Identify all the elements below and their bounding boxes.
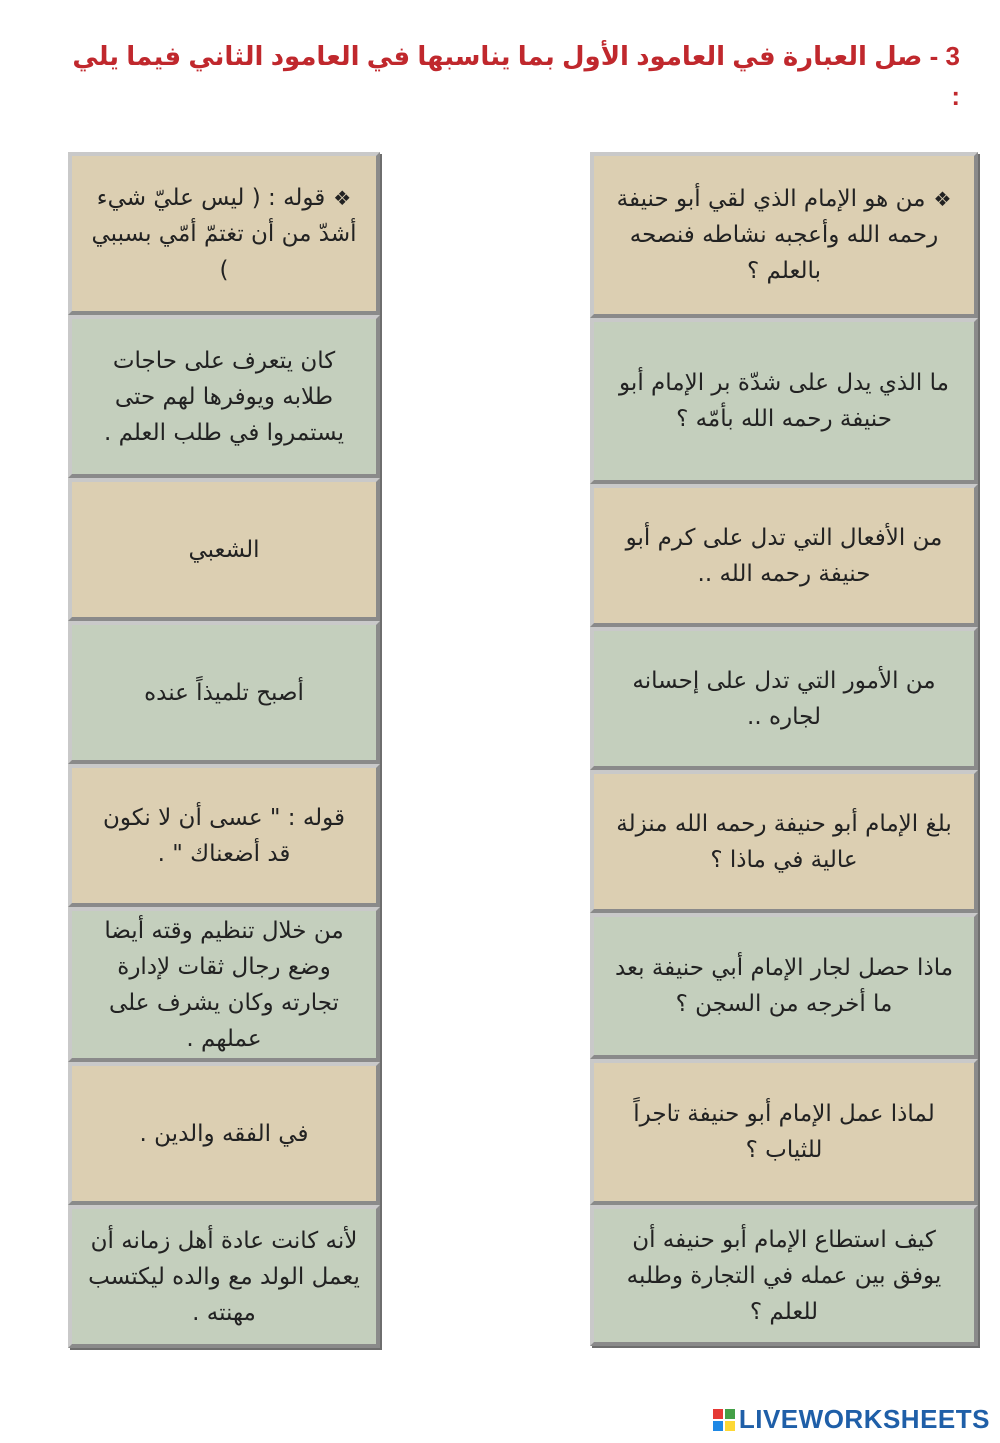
answer-text: من خلال تنظيم وقته أيضا وضع رجال ثقات لإدارة تجارته وكان يشرف على عملهم . [104,917,344,1052]
question-text: بلغ الإمام أبو حنيفة رحمه الله منزلة عالية في ماذا ؟ [616,810,952,873]
question-text: من الأمور التي تدل على إحسانه لجاره .. [632,667,936,730]
question-card[interactable] [590,152,978,318]
answer-card[interactable] [68,1205,380,1348]
answer-card[interactable] [68,764,380,907]
question-card[interactable] [590,484,978,627]
answer-text: قوله : ( ليس عليّ شيء أشدّ من أن تغتمّ أمّي بسببي ) [91,184,357,283]
answer-text: الشعبي [188,536,260,563]
question-text: ماذا حصل لجار الإمام أبي حنيفة بعد ما أخرجه من السجن ؟ [614,955,954,1017]
diamond-bullet-icon: ❖ [333,185,352,210]
question-text: من الأفعال التي تدل على كرم أبو حنيفة رحمه الله .. [625,524,943,587]
answer-text: أصبح تلميذاً عنده [144,679,304,706]
footer-brand [713,1404,990,1435]
answer-card[interactable] [68,621,380,764]
brand-name: LIVEWORKSHEETS [738,1404,990,1434]
question-card[interactable] [590,770,978,913]
diamond-bullet-icon: ❖ [933,187,952,211]
question-card[interactable] [590,318,978,484]
question-card[interactable] [590,913,978,1059]
column-answers [68,152,380,1348]
question-text: من هو الإمام الذي لقي أبو حنيفة رحمه الله وأعجبه نشاطه فنصحه بالعلم ؟ [616,186,939,284]
question-card[interactable] [590,1205,978,1346]
worksheet-title: 3 - صل العبارة في العامود الأول بما يناسبها في العامود الثاني فيما يلي : [72,41,960,111]
answer-card[interactable] [68,1062,380,1205]
liveworksheets-logo-icon [713,1409,735,1431]
answer-card[interactable] [68,478,380,621]
column-questions [590,152,978,1346]
answer-card[interactable] [68,152,380,315]
answer-text: لأنه كانت عادة أهل زمانه أن يعمل الولد مع والده ليكتسب مهنته . [88,1227,360,1326]
question-card[interactable] [590,627,978,770]
question-text: ما الذي يدل على شدّة بر الإمام أبو حنيفة رحمه الله بأمّه ؟ [619,370,949,432]
question-text: لماذا عمل الإمام أبو حنيفة تاجراً للثياب ؟ [633,1101,935,1163]
answer-text: قوله : " عسى أن لا نكون قد أضعناك " . [102,804,346,867]
question-text: كيف استطاع الإمام أبو حنيفه أن يوفق بين عمله في التجارة وطلبه للعلم ؟ [626,1226,942,1325]
answer-text: في الفقه والدين . [139,1120,309,1147]
question-card[interactable] [590,1059,978,1205]
answer-card[interactable] [68,315,380,478]
answer-text: كان يتعرف على حاجات طلابه ويوفرها لهم حتى يستمروا في طلب العلم . [104,347,344,446]
answer-card[interactable] [68,907,380,1062]
